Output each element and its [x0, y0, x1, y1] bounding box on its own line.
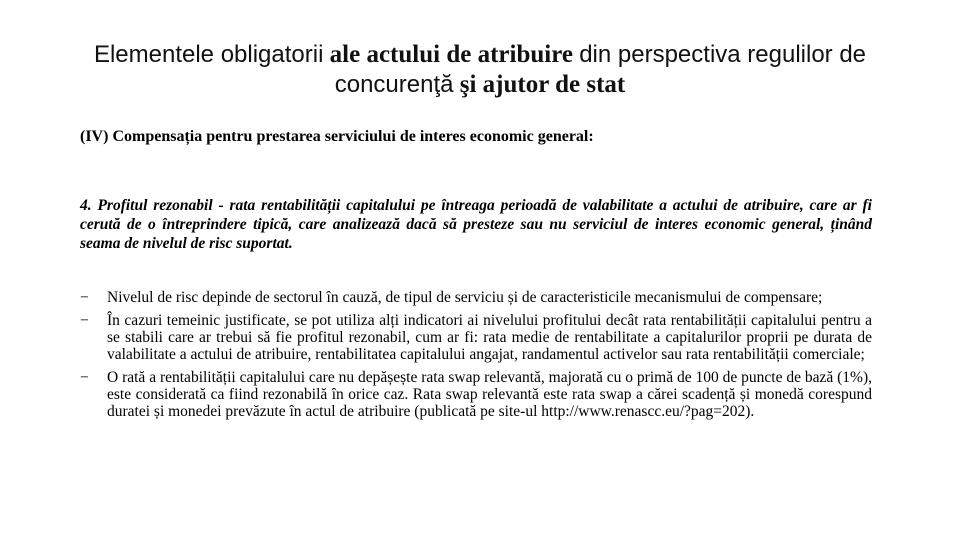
- dash-bullet: −: [80, 369, 89, 386]
- title-part-4: şi ajutor de stat: [453, 71, 626, 98]
- bullet-list: [80, 289, 872, 426]
- list-item-text: În cazuri temeinic justificate, se pot utiliza alți indicatori ai nivelului profitului decât rata rentabilității capitalului pentru a se stabili care ar trebui să fie profitul rezonabil, cum ar fi: rata medie de rentabilitate a capitalurilor proprii pe durata de valabilitate a actului de atribuire, rentabilitatea capitalului angajat, randamentul activelor sau rata rentabilității comerciale;: [107, 312, 872, 363]
- list-item: [80, 312, 872, 363]
- title-part-1: Elementele obligatorii: [93, 41, 324, 68]
- list-item: [80, 289, 872, 306]
- title-part-3: din perspectiva regulilor de concurenţă: [334, 41, 867, 98]
- list-item: [80, 369, 872, 420]
- point-4-paragraph: 4. Profitul rezonabil - rata rentabilității capitalului pe întreaga perioadă de valabilitate a actului de atribuire, care ar fi cerută de o întreprindere tipică, care analizează dacă să presteze sau nu serviciul de interes economic general, ținând seama de nivelul de risc suportat.: [80, 197, 872, 252]
- slide-title: [60, 40, 900, 100]
- dash-bullet: −: [80, 312, 89, 329]
- dash-bullet: −: [80, 289, 89, 306]
- title-part-2: ale actului de atribuire: [323, 41, 580, 68]
- list-item-text: Nivelul de risc depinde de sectorul în cauză, de tipul de serviciu și de caracteristicile mecanismului de compensare;: [107, 289, 823, 306]
- list-item-text: O rată a rentabilității capitalului care nu depășește rata swap relevantă, majorată cu o primă de 100 de puncte de bază (1%), este considerată ca fiind rezonabilă în orice caz. Rata swap relevantă este rata swap a cărei scadență și monedă corespund duratei și monedei prevăzute în actul de atribuire (publicată pe site-ul http://www.renascc.eu/?pag=202).: [107, 369, 872, 420]
- section-subtitle: (IV) Compensația pentru prestarea serviciului de interes economic general:: [80, 128, 594, 145]
